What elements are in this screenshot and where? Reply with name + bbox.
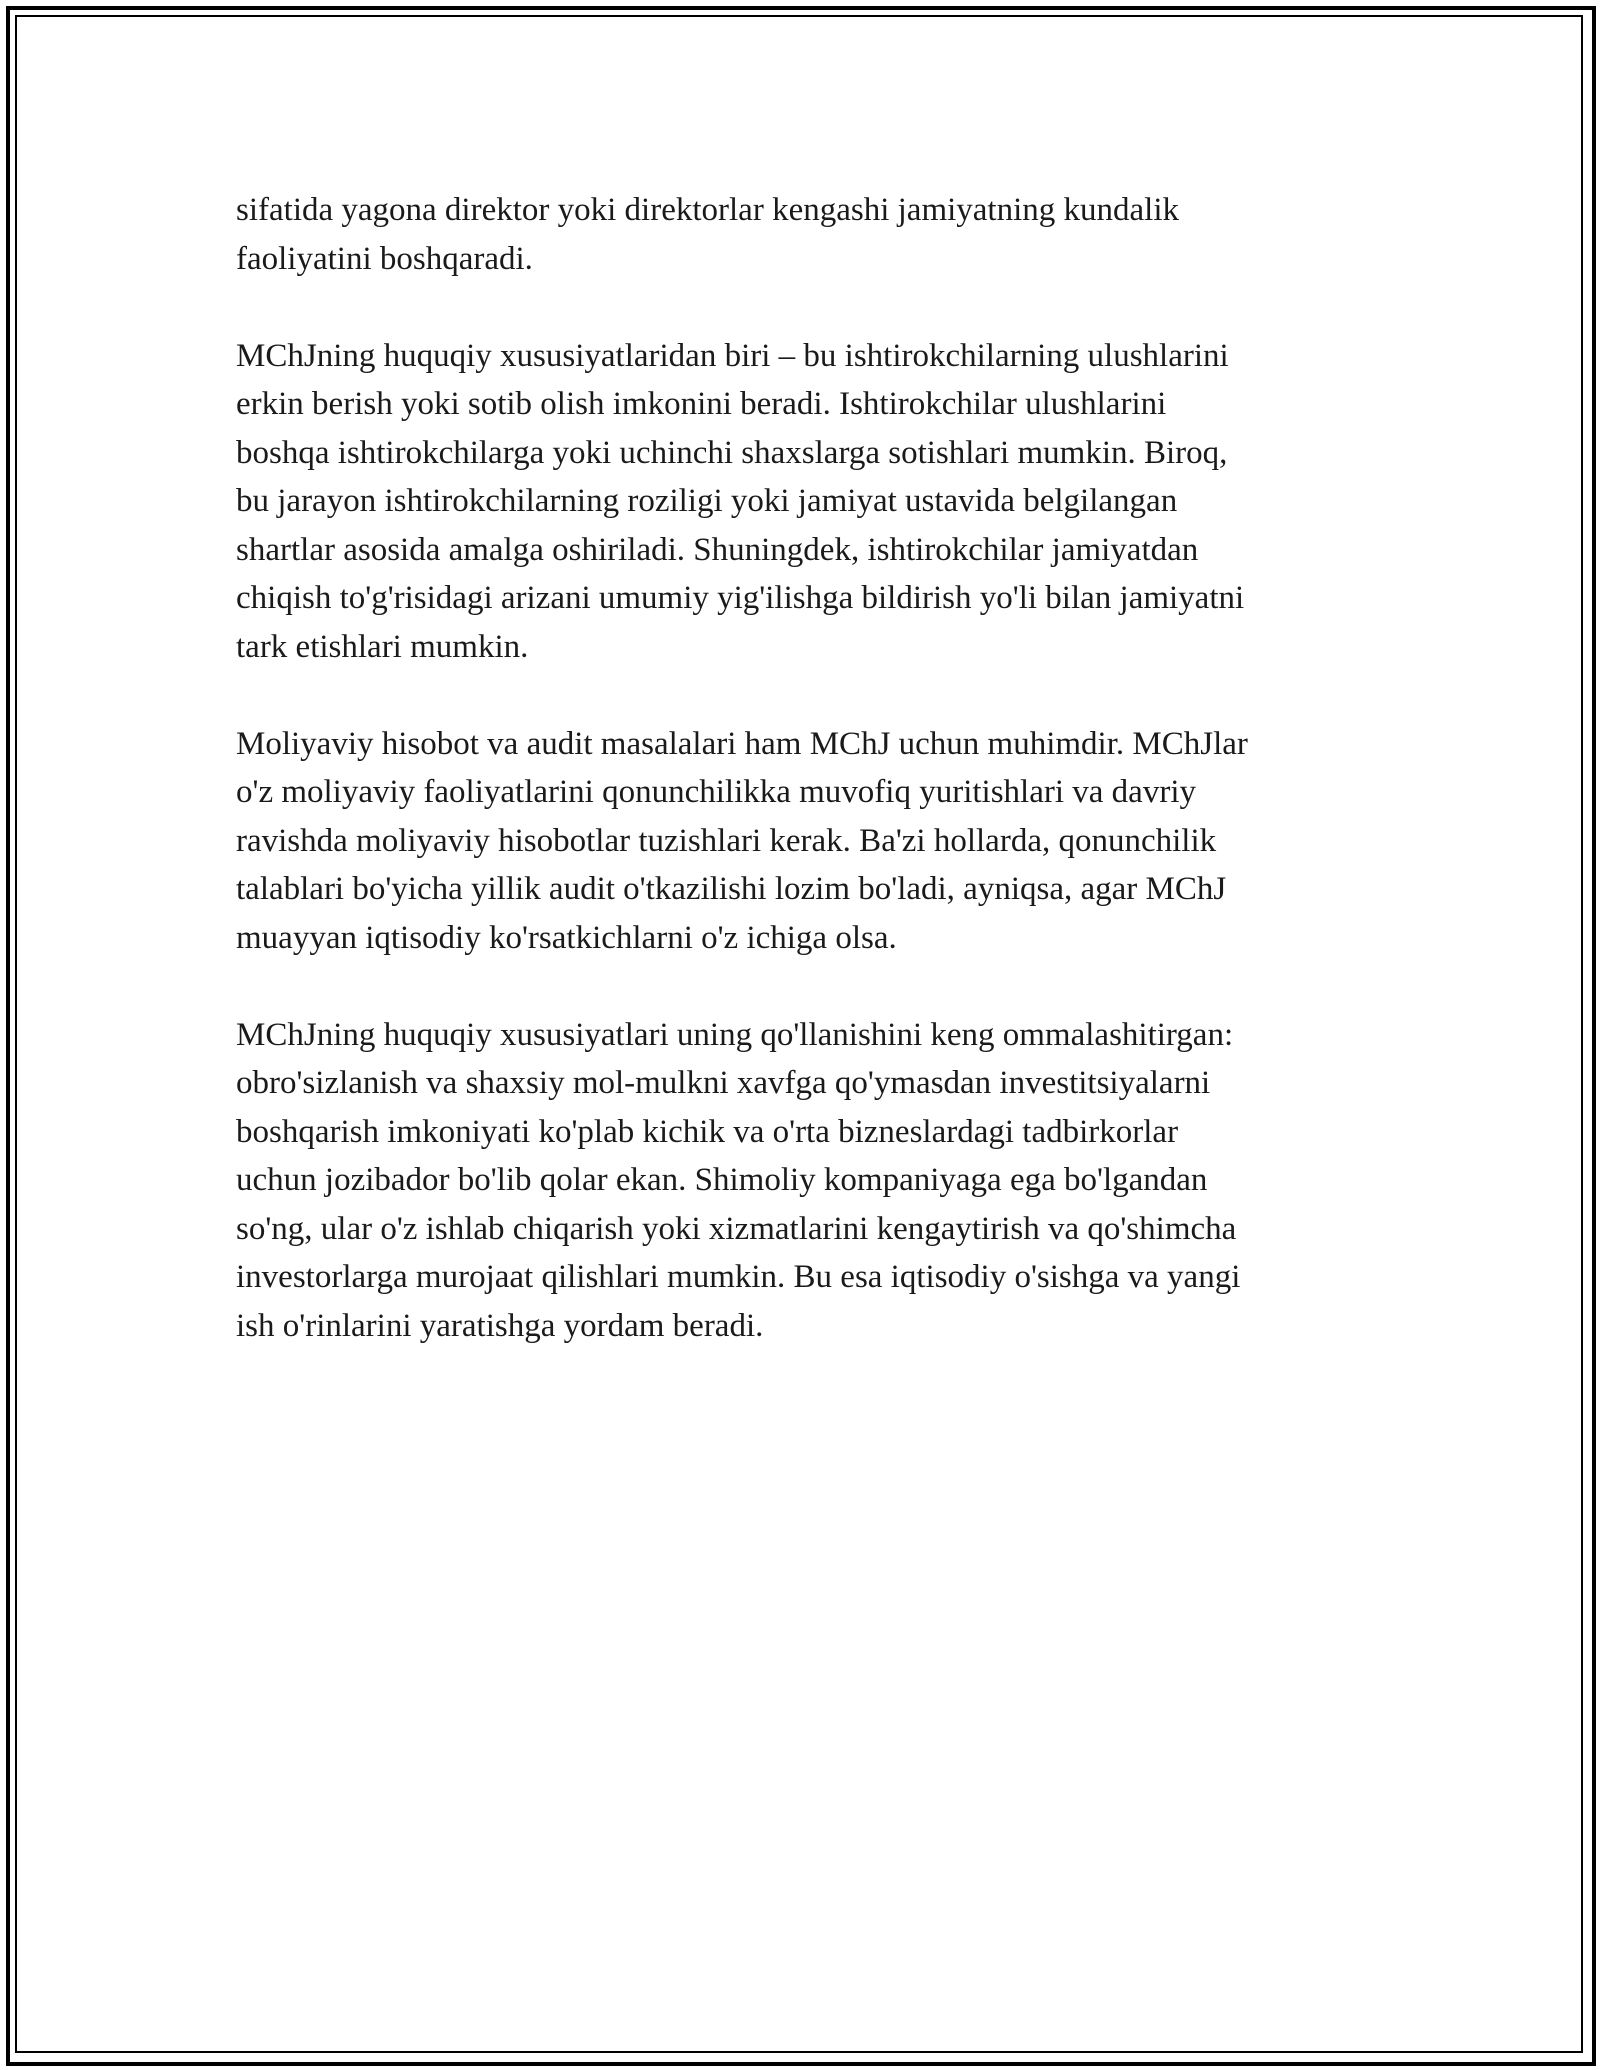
text-line: talablari bo'yicha yillik audit o'tkazilishi lozim bo'ladi, ayniqsa, agar MChJ [236, 871, 1227, 907]
text-line: uchun jozibador bo'lib qolar ekan. Shimoliy kompaniyaga ega bo'lgandan [236, 1162, 1208, 1198]
text-line: boshqarish imkoniyati ko'plab kichik va o'rta bizneslardagi tadbirkorlar [236, 1113, 1179, 1150]
text-line: tark etishlari mumkin. [236, 628, 529, 665]
text-line: Moliyaviy hisobot va audit masalalari ham MChJ uchun muhimdir. MChJlar [236, 725, 1248, 762]
text-line: obro'sizlanish va shaxsiy mol-mulkni xavfga qo'ymasdan investitsiyalarni [236, 1065, 1211, 1101]
paragraph-2 [236, 332, 1376, 672]
text-line: erkin berish yoki sotib olish imkonini beradi. Ishtirokchilar ulushlarini [236, 386, 1167, 422]
text-line: o'z moliyaviy faoliyatlarini qonunchilikka muvofiq yuritishlari va davriy [236, 774, 1196, 810]
text-line: MChJning huquqiy xususiyatlari uning qo'llanishini keng ommalashitirgan: [236, 1016, 1234, 1053]
paragraph-4 [236, 1011, 1376, 1351]
document-body [236, 186, 1376, 1399]
text-line: boshqa ishtirokchilarga yoki uchinchi shaxslarga sotishlari mumkin. Biroq, [236, 434, 1228, 471]
text-line: sifatida yagona direktor yoki direktorlar kengashi jamiyatning kundalik [236, 192, 1179, 228]
text-line: bu jarayon ishtirokchilarning roziligi yoki jamiyat ustavida belgilangan [236, 483, 1178, 519]
text-line: faoliyatini boshqaradi. [236, 240, 533, 277]
text-line: ish o'rinlarini yaratishga yordam beradi. [236, 1307, 764, 1344]
text-line: chiqish to'g'risidagi arizani umumiy yig'ilishga bildirish yo'li bilan jamiyatni [236, 580, 1245, 616]
text-line: ravishda moliyaviy hisobotlar tuzishlari kerak. Ba'zi hollarda, qonunchilik [236, 822, 1217, 859]
text-line: muayyan iqtisodiy ko'rsatkichlarni o'z ichiga olsa. [236, 919, 897, 956]
text-line: MChJning huquqiy xususiyatlaridan biri – bu ishtirokchilarning ulushlarini [236, 337, 1229, 374]
text-line: investorlarga murojaat qilishlari mumkin. Bu esa iqtisodiy o'sishga va yangi [236, 1259, 1241, 1295]
paragraph-1 [236, 186, 1376, 283]
paragraph-3 [236, 720, 1376, 963]
text-line: so'ng, ular o'z ishlab chiqarish yoki xizmatlarini kengaytirish va qo'shimcha [236, 1210, 1237, 1247]
text-line: shartlar asosida amalga oshiriladi. Shuningdek, ishtirokchilar jamiyatdan [236, 531, 1199, 568]
